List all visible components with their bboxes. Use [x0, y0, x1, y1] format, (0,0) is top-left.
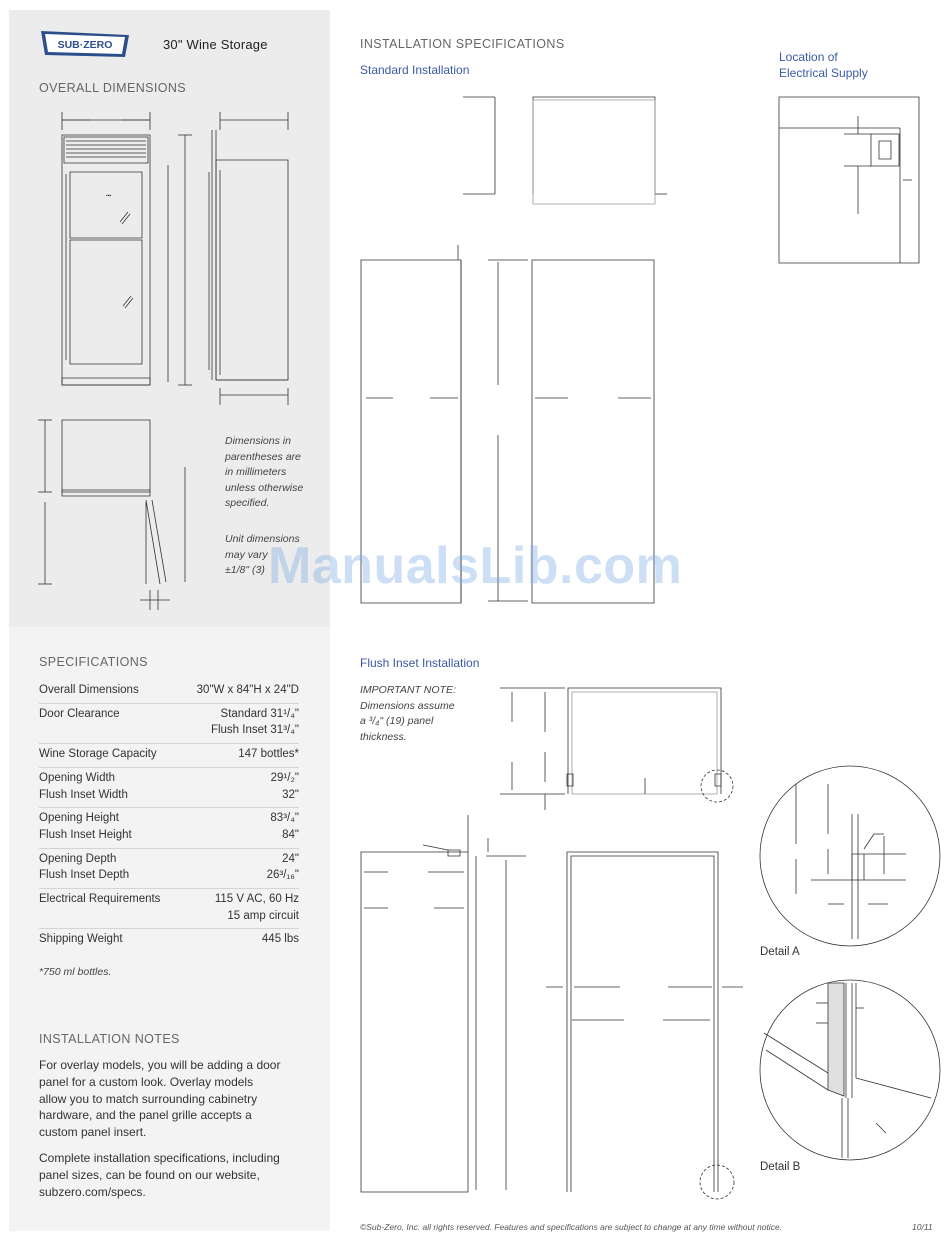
spec-row-opening-depth: Opening Depth Flush Inset Depth 24" 26³/₁₆" — [39, 849, 299, 889]
product-title: 30" Wine Storage — [163, 37, 268, 52]
watermark: ManualsLib.com — [268, 537, 683, 595]
logo-text: SUB·ZERO — [57, 39, 113, 51]
spec-row-wine-storage-capacity: Wine Storage Capacity 147 bottles* — [39, 744, 299, 768]
electrical-supply-drawing — [778, 96, 922, 264]
overall-top-view-drawing — [30, 412, 200, 612]
installation-notes-heading: INSTALLATION NOTES — [39, 1032, 180, 1046]
overall-dimensions-heading: OVERALL DIMENSIONS — [39, 81, 187, 95]
detail-a-label: Detail A — [760, 946, 800, 958]
installation-notes-body — [39, 1057, 319, 1209]
spec-row-opening-height: Opening Height Flush Inset Height 83³/₄" 84" — [39, 808, 299, 848]
notes-paragraph: Complete installation specifications, including panel sizes, can be found on our website, subzero.com/specs. — [39, 1150, 280, 1199]
copyright-footer: ©Sub-Zero, Inc. all rights reserved. Features and specifications are subject to change at any time without notice. — [360, 1222, 783, 1232]
detail-a-drawing — [756, 764, 944, 948]
installation-specifications-heading: INSTALLATION SPECIFICATIONS — [360, 37, 565, 51]
standard-plan-drawing — [455, 90, 675, 210]
spec-row-electrical: Electrical Requirements 115 V AC, 60 Hz 15 amp circuit — [39, 889, 299, 929]
millimeters-note: Dimensions in parentheses are in millimeters unless otherwise specified. — [225, 435, 304, 509]
notes-paragraph: For overlay models, you will be adding a door panel for a custom look. Overlay models allow you to match surrounding cabinetry hardware, and the panel grille accepts a custom panel insert. — [39, 1058, 281, 1140]
flush-plan-drawing — [495, 682, 740, 812]
spec-row-opening-width: Opening Width Flush Inset Width 29¹/₂" 32" — [39, 768, 299, 808]
electrical-supply-heading: Location of Electrical Supply — [779, 50, 868, 80]
flush-inset-heading: Flush Inset Installation — [360, 656, 480, 670]
detail-b-label: Detail B — [760, 1161, 801, 1173]
specifications-table — [39, 680, 299, 952]
page-number: 10/11 — [912, 1222, 933, 1232]
svg-text:▪▪▪: ▪▪▪ — [106, 193, 112, 199]
tolerance-note: Unit dimensions may vary ±1/8" (3) — [225, 533, 300, 576]
overall-front-side-drawing — [30, 100, 300, 410]
flush-elevation-drawing — [358, 810, 748, 1200]
specifications-heading: SPECIFICATIONS — [39, 655, 148, 669]
spec-row-shipping-weight: Shipping Weight 445 lbs — [39, 933, 299, 946]
standard-installation-heading: Standard Installation — [360, 63, 470, 77]
spec-row-door-clearance: Door Clearance Standard 31¹/₄" Flush Inset 31³/₄" — [39, 704, 299, 744]
detail-b-drawing — [756, 978, 944, 1162]
sub-zero-logo — [39, 29, 131, 59]
bottles-footnote: *750 ml bottles. — [39, 966, 112, 978]
important-note: IMPORTANT NOTE: Dimensions assume a ³/₄" (19) panel thickness. — [360, 684, 456, 743]
spec-row-overall-dimensions: Overall Dimensions 30"W x 84"H x 24"D — [39, 680, 299, 704]
